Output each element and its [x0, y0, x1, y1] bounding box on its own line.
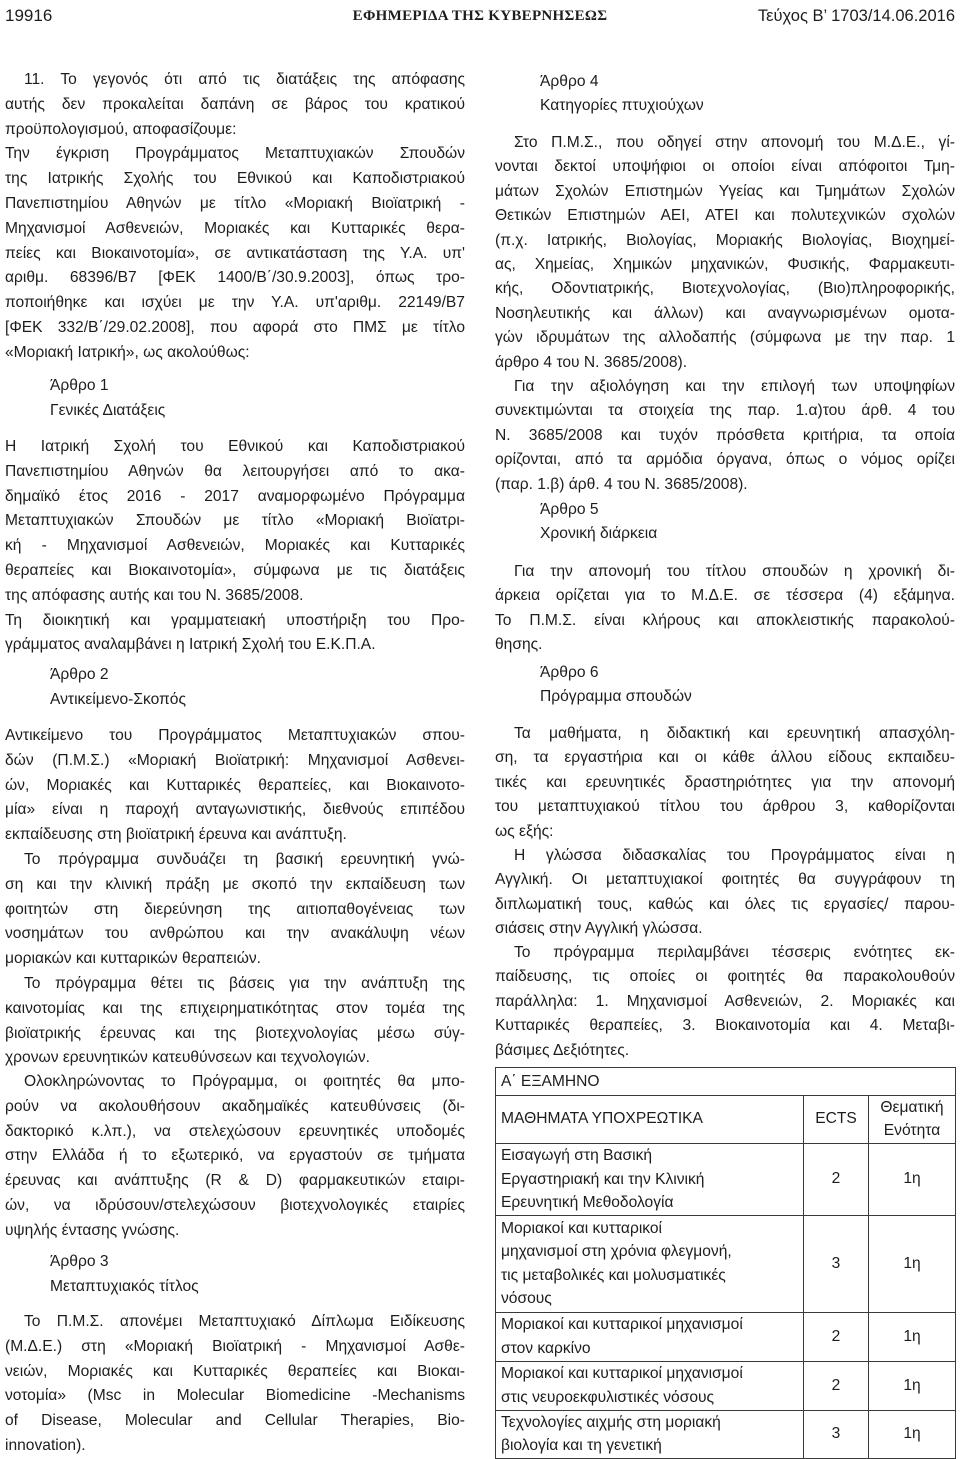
course-name-cell — [496, 1361, 804, 1410]
text-line: φοιτητών στη διερεύνηση της αιτιοπαθογένειας των — [5, 900, 465, 918]
article-number: Άρθρο 5 — [540, 501, 599, 518]
text-line: βάσιμες Δεξιότητες. — [495, 1041, 630, 1059]
text-line: Αντικείμενο του Προγράμματος Μεταπτυχιακών σπου- — [5, 727, 465, 744]
text-line: Μοριακοί και κυτταρικοί μηχανισμοί — [501, 1316, 743, 1334]
text-line: διπλωματική τους, καθώς και όλες τις εργασίες/ παρου- — [495, 895, 955, 913]
text-line: Ολοκληρώνοντας το Πρόγραμμα, οι φοιτητές θα μπο- — [24, 1073, 465, 1090]
text-line: της απόφασης αυτής και του Ν. 3685/2008. — [5, 586, 304, 604]
article-heading — [495, 70, 960, 119]
text-line: Εργαστηριακή και την Κλινική — [501, 1170, 705, 1188]
text-line: Τη διοικητική και γραμματειακή υποστήριξη του Προ- — [5, 611, 465, 629]
text-line: παράλληλα: 1. Μηχανισμοί Ασθενειών, 2. Μοριακές και — [495, 992, 955, 1010]
text-line: τις μεταβολικές και μολυσματικές — [501, 1266, 726, 1284]
curriculum-table — [495, 1067, 956, 1459]
text-line: μία» είναι η παροχή ανταγωνιστικής, διεθνούς επιπέδου — [5, 801, 465, 819]
text-line: Το πρόγραμμα περιλαμβάνει τέσσερις ενότητες εκ- — [514, 944, 955, 961]
text-line: Ενότητα — [883, 1122, 941, 1140]
text-line: Πανεπιστημίου Αθηνών με τίτλο «Μοριακή Βιοϊατρική - — [5, 194, 465, 212]
text-line: θησης. — [495, 636, 543, 654]
table-row — [496, 1215, 956, 1312]
text-line: προϋπολογισμού, αποφασίζουμε: — [5, 120, 237, 138]
text-line: ση, τα εργαστήρια και οι κάθε άλλου είδους εκπαιδευ- — [495, 749, 955, 767]
article-number: Άρθρο 6 — [540, 664, 599, 681]
text-line: κής, Οδοντιατρικής, Βιοτεχνολογίας, (Βιο)πληροφορικής, — [495, 280, 955, 298]
paragraph — [5, 1310, 465, 1459]
table-row — [496, 1410, 956, 1458]
article-number: Άρθρο 2 — [50, 666, 109, 683]
paragraph — [5, 848, 465, 972]
table-row — [496, 1361, 956, 1410]
thematic-unit-cell: 1η — [869, 1312, 956, 1361]
text-line: νοσημάτων του ανθρώπου και την ανακάλυψη νέων — [5, 925, 465, 943]
table-header-row — [496, 1096, 956, 1144]
text-line: Ερευνητική Μεθοδολογία — [501, 1194, 674, 1212]
article-number: Άρθρο 1 — [50, 377, 109, 394]
course-name-cell — [496, 1143, 804, 1215]
text-line: Τα μαθήματα, η διδακτική και ερευνητική απασχόλη- — [514, 725, 955, 742]
gazette-title: ΕΦΗΜΕΡΙΔΑ ΤΗΣ ΚΥΒΕΡΝΗΣΕΩΣ — [352, 8, 608, 24]
text-line: (Μ.Δ.Ε.) στη «Μοριακή Βιοϊατρική - Μηχανισμοί Ασθε- — [5, 1337, 465, 1355]
text-line: μοριακών και κυτταρικών θεραπειών. — [5, 950, 262, 968]
text-line: αριθμ. 68396/Β7 [ΦΕΚ 1400/Β΄/30.9.2003], όπως τρο- — [5, 269, 465, 287]
approval-paragraph — [5, 142, 465, 365]
text-line: Αγγλική. Οι μεταπτυχιακοί φοιτητές θα συγγράφουν τη — [495, 871, 955, 889]
text-line: Ν. 3685/2008 και τυχόν πρόσθετα κριτήρια, τα οποία — [495, 426, 955, 444]
article-heading — [495, 498, 960, 547]
issue-number: Τεύχος Β’ 1703/14.06.2016 — [757, 7, 955, 25]
course-name-cell — [496, 1312, 804, 1361]
text-line: της Ιατρικής Σχολής του Εθνικού και Καποδιστριακού — [5, 170, 465, 188]
paragraph — [495, 131, 955, 375]
ects-cell: 3 — [804, 1410, 869, 1458]
article-title: Χρονική διάρκεια — [540, 525, 658, 543]
article-heading — [5, 663, 510, 713]
paragraph — [5, 609, 465, 659]
text-line: Πανεπιστημίου Αθηνών θα λειτουργήσει από το ακα- — [5, 462, 465, 480]
paragraph — [495, 560, 955, 658]
text-line: [ΦΕΚ 332/Β΄/29.02.2008], που αφορά στο ΠΜΣ με τίτλο — [5, 318, 465, 336]
paragraph — [495, 941, 955, 1063]
text-line: Μεταπτυχιακών Σπουδών με τίτλο «Μοριακή Βιοϊατρι- — [5, 512, 465, 530]
text-line: Θετικών Επιστημών ΑΕΙ, ΑΤΕΙ και πολυτεχνικών σχολών — [495, 207, 955, 225]
paragraph — [495, 375, 955, 497]
article-heading — [5, 1250, 510, 1300]
text-line: ση και την κλινική πράξη με σκοπό την εκπαίδευση των — [5, 875, 465, 893]
text-line: Θεματική — [880, 1099, 944, 1116]
text-line: ρούν να ακολουθήσουν ακαδημαϊκές κατευθύνσεις (δι- — [5, 1097, 465, 1115]
ects-header: ECTS — [804, 1096, 869, 1144]
text-line: δακτορικό κ.λπ.), να στελεχώσουν ερευνητικές υποδομές — [5, 1122, 465, 1140]
text-line: Κυτταρικές θεραπείες, 3. Βιοκαινοτομία και 4. Μεταβι- — [495, 1017, 955, 1035]
text-line: του μεταπτυχιακού τίτλου του άρθρου 3, καθορίζονται — [495, 798, 955, 816]
text-line: ποποιήθηκε και ισχύει με την Υ.Α. υπ'αριθμ. 22149/Β7 — [5, 294, 465, 312]
text-line: γών ιδρυμάτων της αλλοδαπής (σύμφωνα με την παρ. 1 — [495, 329, 955, 347]
left-column — [5, 0, 465, 1459]
text-line: γράμματος αναλαμβάνει η Ιατρική Σχολή του Ε.Κ.Π.Α. — [5, 636, 376, 654]
text-line: ών, Μοριακές και Κυτταρικές θεραπείες, και Βιοκαινοτο- — [5, 776, 465, 794]
course-name-cell — [496, 1410, 804, 1458]
text-line: τικές και ερευνητικές δραστηριότητες για την απονομή — [495, 773, 955, 791]
ects-cell: 2 — [804, 1143, 869, 1215]
table-row — [496, 1312, 956, 1361]
text-line: Το πρόγραμμα συνδυάζει τη βασική ερευνητική γνώ- — [24, 851, 465, 868]
thematic-unit-header — [869, 1096, 956, 1144]
text-line: Για την απονομή του τίτλου σπουδών η χρονική δι- — [514, 563, 955, 580]
text-line: χρονων ερευνητικών κατευθύνσεων και τεχνολογιών. — [5, 1049, 370, 1067]
text-line: ών, να ιδρύσουν/στελεχώσουν βιοτεχνολογικές εταιρίες — [5, 1196, 465, 1214]
text-line: έρευνας και ανάπτυξης (R & D) φαρμακευτικών εταιρι- — [5, 1172, 465, 1190]
text-line: Μοριακοί και κυτταρικοί μηχανισμοί — [501, 1365, 743, 1383]
paragraph — [5, 435, 465, 609]
text-line: Μοριακοί και κυτταρικοί — [501, 1220, 663, 1237]
text-line: Η γλώσσα διδασκαλίας του Προγράμματος είναι η — [514, 847, 955, 864]
text-line: Νοσηλευτικής και άλλων) και αναγνωρισμένων ομοτα- — [495, 304, 955, 322]
text-line: δών (Π.Μ.Σ.) «Μοριακή Βιοϊατρική: Μηχανισμοί Ασθενει- — [5, 751, 465, 769]
article-number: Άρθρο 4 — [540, 73, 599, 90]
text-line: Το Π.Μ.Σ. είναι κλήρους και αποκλειστικής παρακολού- — [495, 611, 955, 629]
article-title: Πρόγραμμα σπουδών — [540, 688, 692, 706]
text-line: ορίζονται, από τα αρμόδια όργανα, όπως ο νόμος ορίζει — [495, 451, 955, 469]
text-line: βιολογία και τη γενετική — [501, 1437, 662, 1455]
article-heading — [5, 374, 510, 424]
thematic-unit-cell: 1η — [869, 1361, 956, 1410]
article-title: Μεταπτυχιακός τίτλος — [50, 1277, 199, 1295]
text-line: άρκεια ορίζεται για το Μ.Δ.Ε. σε τέσσερα (4) εξάμηνα. — [495, 587, 955, 605]
text-line: Μηχανισμοί Ασθενειών, Μοριακές και Κυτταρικές θερα- — [5, 219, 465, 237]
text-line: εκπαίδευσης στη βιοϊατρική έρευνα και ανάπτυξη. — [5, 826, 347, 844]
article-title: Αντικείμενο-Σκοπός — [50, 690, 186, 708]
text-line: Την έγκριση Προγράμματος Μεταπτυχιακών Σπουδών — [5, 145, 465, 163]
text-line: (π.χ. Ιατρικής, Βιολογίας, Μοριακής Βιολογίας, Βιοχημεί- — [495, 231, 955, 249]
text-line: κή - Μηχανισμοί Ασθενειών, Μοριακές και Κυτταρικές — [5, 537, 465, 555]
text-line: Εισαγωγή στη Βασική — [501, 1147, 653, 1165]
right-column — [495, 0, 955, 1459]
article-heading — [495, 661, 960, 710]
paragraph — [5, 1070, 465, 1244]
paragraph — [5, 724, 465, 848]
thematic-unit-cell: 1η — [869, 1215, 956, 1312]
thematic-unit-cell: 1η — [869, 1143, 956, 1215]
ects-cell: 3 — [804, 1215, 869, 1312]
text-line: καινοτομίας και της επιχειρηματικότητας στον τομέα της — [5, 999, 465, 1017]
intro-paragraph — [5, 68, 465, 142]
text-line: 11. Το γεγονός ότι από τις διατάξεις της απόφασης — [24, 71, 465, 88]
ects-cell: 2 — [804, 1312, 869, 1361]
text-line: αυτής δεν προκαλείται δαπάνη σε βάρος του κρατικού — [5, 95, 465, 113]
text-line: άρθρο 4 του Ν. 3685/2008). — [495, 353, 688, 371]
text-line: στην Ελλάδα ή το εξωτερικό, να εργαστούν σε τμήματα — [5, 1147, 465, 1165]
text-line: Το πρόγραμμα θέτει τις βάσεις για την ανάπτυξη της — [24, 975, 465, 992]
text-line: νοτομία» (Msc in Molecular Biomedicine -Mechanisms — [5, 1387, 465, 1405]
paragraph — [495, 722, 955, 844]
semester-cell: Α΄ ΕΞΑΜΗΝΟ — [496, 1068, 956, 1096]
article-title: Κατηγορίες πτυχιούχων — [540, 97, 704, 115]
article-title: Γενικές Διατάξεις — [50, 401, 166, 419]
text-line: στις νευροεκφυλιστικές νόσους — [501, 1388, 715, 1406]
text-line: (παρ. 1.β) άρθ. 4 του Ν. 3685/2008). — [495, 475, 748, 493]
text-line: Η Ιατρική Σχολή του Εθνικού και Καποδιστριακού — [5, 438, 465, 455]
text-line: δημαϊκό έτος 2016 - 2017 αναμορφωμένο Πρόγραμμα — [5, 487, 465, 505]
text-line: πείες και Βιοκαινοτομία», σε αντικατάσταση της Υ.Α. υπ' — [5, 244, 465, 262]
text-line: στον καρκίνο — [501, 1339, 591, 1357]
text-line: innovation). — [5, 1436, 86, 1454]
semester-row — [496, 1068, 956, 1096]
table-row — [496, 1143, 956, 1215]
text-line: ας, Χημείας, Χημικών μηχανικών, Φυσικής, Φαρμακευτι- — [495, 255, 955, 273]
text-line: νόσους — [501, 1290, 552, 1308]
text-line: συνεκτιμώνται τα στοιχεία της παρ. 1.α)του άρθ. 4 του — [495, 402, 955, 420]
text-line: Στο Π.Μ.Σ., που οδηγεί στην απονομή του Μ.Δ.Ε., γί- — [514, 134, 955, 151]
text-line: μάτων Σχολών Επιστημών Υγείας και Τμημάτων Σχολών — [495, 182, 955, 200]
ects-cell: 2 — [804, 1361, 869, 1410]
text-line: μηχανισμοί στη χρόνια φλεγμονή, — [501, 1243, 732, 1261]
course-name-cell — [496, 1215, 804, 1312]
paragraph — [495, 844, 955, 942]
text-line: Το Π.Μ.Σ. απονέμει Μεταπτυχιακό Δίπλωμα Ειδίκευσης — [24, 1313, 465, 1330]
page-number: 19916 — [5, 6, 53, 25]
courses-header: ΜΑΘΗΜΑΤΑ ΥΠΟΧΡΕΩΤΙΚΑ — [496, 1096, 804, 1144]
text-line: νειών, Μοριακές και Κυτταρικές θεραπείες και Βιοκαι- — [5, 1362, 465, 1380]
text-line: Τεχνολογίες αιχμής στη μοριακή — [501, 1413, 721, 1431]
text-line: Για την αξιολόγηση και την επιλογή των υποψηφίων — [514, 378, 955, 395]
text-line: νονται δεκτοί υποψήφιοι οι οποίοι είναι απόφοιτοι Τμη- — [495, 158, 955, 176]
text-line: σιάσεις στην Αγγλική γλώσσα. — [495, 920, 703, 938]
paragraph — [5, 972, 465, 1071]
text-line: ως εξής: — [495, 822, 554, 840]
text-line: παίδευσης, τις οποίες οι φοιτητές θα παρακολουθούν — [495, 968, 955, 986]
text-line: θεραπείες και Βιοκαινοτομία», σύμφωνα με τις διατάξεις — [5, 561, 465, 579]
article-number: Άρθρο 3 — [50, 1253, 109, 1270]
thematic-unit-cell: 1η — [869, 1410, 956, 1458]
text-line: βιοϊατρικής έρευνας και της βιοτεχνολογίας μέσω σύγ- — [5, 1024, 465, 1042]
text-line: «Μοριακή Ιατρική», ως ακολούθως: — [5, 343, 250, 361]
text-line: υψηλής έντασης γνώσης. — [5, 1221, 180, 1239]
text-line: of Disease, Molecular and Cellular Therapies, Bio- — [5, 1412, 465, 1430]
